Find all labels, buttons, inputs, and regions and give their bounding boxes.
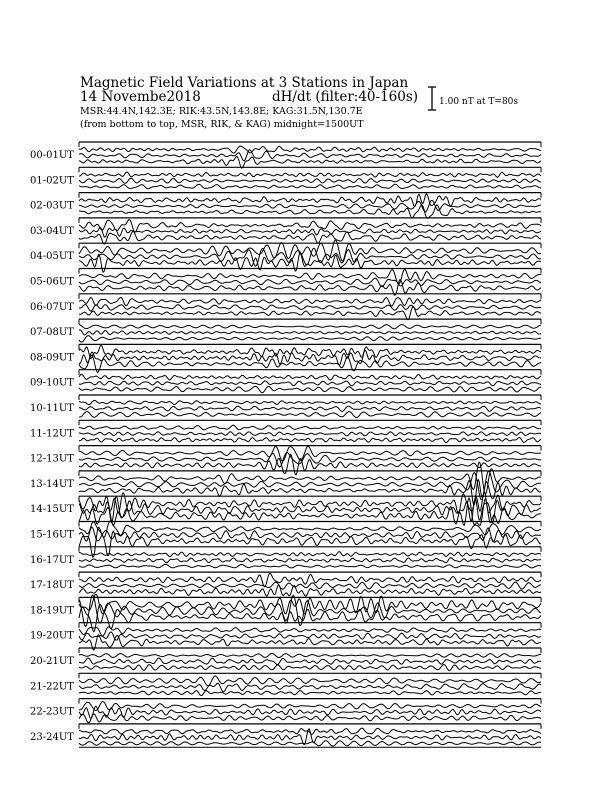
trace-msr <box>79 691 541 696</box>
hour-row-label: 16-17UT <box>30 554 74 566</box>
trace-rik <box>79 381 541 386</box>
hour-row-label: 13-14UT <box>30 478 74 490</box>
trace-kag <box>79 220 541 232</box>
chart-quantity: dH/dt (filter:40-160s) <box>272 89 419 105</box>
hour-row-label: 18-19UT <box>30 605 74 617</box>
hour-row-label: 04-05UT <box>30 251 74 263</box>
trace-rik <box>79 683 541 692</box>
trace-msr <box>79 412 541 418</box>
trace-rik <box>79 150 541 161</box>
trace-kag <box>79 702 541 711</box>
hour-row <box>30 218 541 244</box>
chart-title: Magnetic Field Variations at 3 Stations in Japan <box>80 75 409 91</box>
hour-row-label: 02-03UT <box>30 200 74 212</box>
hour-row-label: 09-10UT <box>30 377 74 389</box>
hour-row-label: 00-01UT <box>30 150 74 161</box>
trace-msr <box>79 665 541 671</box>
trace-kag <box>79 146 541 153</box>
trace-msr <box>79 280 541 296</box>
hour-row-label: 23-24UT <box>30 731 74 743</box>
trace-kag <box>79 552 541 557</box>
trace-rik <box>79 658 541 665</box>
trace-rik <box>79 330 541 335</box>
trace-msr <box>79 386 541 392</box>
hour-row <box>30 492 541 525</box>
hour-row <box>30 699 541 723</box>
trace-kag <box>79 324 541 328</box>
hour-row-label: 06-07UT <box>30 301 74 313</box>
scale-label: 1.00 nT at T=80s <box>439 97 519 107</box>
trace-msr <box>79 184 541 189</box>
trace-msr <box>79 564 541 568</box>
hour-row-label: 10-11UT <box>30 403 74 414</box>
trace-rik <box>79 228 541 238</box>
hour-row <box>30 395 541 418</box>
trace-msr <box>79 454 541 475</box>
hour-row <box>30 269 541 296</box>
hour-row <box>30 420 541 442</box>
trace-kag <box>79 345 541 358</box>
chart-stations-line: MSR:44.4N,142.3E; RIK:43.5N,143.8E; KAG:31.5N,130.7E <box>80 106 363 117</box>
hour-row-label: 03-04UT <box>30 225 74 237</box>
trace-kag <box>79 270 541 285</box>
hour-row <box>30 623 541 650</box>
trace-msr <box>79 480 541 505</box>
trace-msr <box>79 336 541 343</box>
trace-kag <box>79 425 541 430</box>
hour-row-label: 19-20UT <box>30 630 74 642</box>
hour-row <box>30 648 541 671</box>
trace-kag <box>79 627 541 636</box>
hour-row-label: 20-21UT <box>30 656 74 667</box>
trace-kag <box>79 374 541 380</box>
hour-row <box>30 673 541 695</box>
hour-row <box>30 319 541 342</box>
hour-row <box>30 142 541 168</box>
hour-row-label: 07-08UT <box>30 327 74 339</box>
hour-row <box>30 294 541 320</box>
hour-row <box>30 193 541 219</box>
trace-rik <box>79 305 541 312</box>
trace-kag <box>79 446 541 461</box>
hour-row-label: 17-18UT <box>30 580 74 592</box>
trace-kag <box>79 172 541 177</box>
trace-msr <box>79 438 541 443</box>
trace-rik <box>79 558 541 563</box>
trace-msr <box>79 714 541 723</box>
trace-kag <box>79 297 541 306</box>
trace-msr <box>79 231 541 244</box>
hour-row-label: 05-06UT <box>30 276 74 288</box>
hour-row-label: 21-22UT <box>30 681 74 693</box>
trace-rik <box>79 582 541 589</box>
trace-msr <box>79 741 541 746</box>
trace-msr <box>79 527 541 557</box>
trace-msr <box>79 156 541 168</box>
hour-row <box>30 167 541 188</box>
hour-row-label: 15-16UT <box>30 529 74 541</box>
hour-row-label: 22-23UT <box>30 706 74 718</box>
hour-row <box>30 344 541 372</box>
trace-kag <box>79 654 541 658</box>
trace-rik <box>79 278 541 286</box>
hour-row <box>30 594 541 632</box>
hour-row-label: 14-15UT <box>30 504 74 516</box>
trace-rik <box>79 432 541 436</box>
trace-msr <box>79 307 541 320</box>
hour-row-label: 11-12UT <box>30 428 74 440</box>
trace-kag <box>79 676 541 686</box>
hour-row <box>30 521 541 557</box>
hour-row-label: 08-09UT <box>30 352 74 364</box>
trace-kag <box>79 194 541 207</box>
hour-row-label: 12-13UT <box>30 453 74 465</box>
hour-row <box>30 572 541 596</box>
scale-bar <box>428 87 436 110</box>
hour-row <box>30 240 541 272</box>
trace-rik <box>79 406 541 411</box>
hour-rows <box>30 142 541 747</box>
hour-row <box>30 370 541 393</box>
chart-order-line: (from bottom to top, MSR, RIK, & KAG) midnight=1500UT <box>80 119 364 130</box>
chart-date: 14 Novembe2018 <box>80 89 201 105</box>
hour-row <box>30 724 541 746</box>
trace-rik <box>79 706 541 718</box>
trace-rik <box>79 178 541 183</box>
trace-kag <box>79 400 541 404</box>
hour-row <box>30 462 541 505</box>
hour-row-label: 01-02UT <box>30 175 74 187</box>
